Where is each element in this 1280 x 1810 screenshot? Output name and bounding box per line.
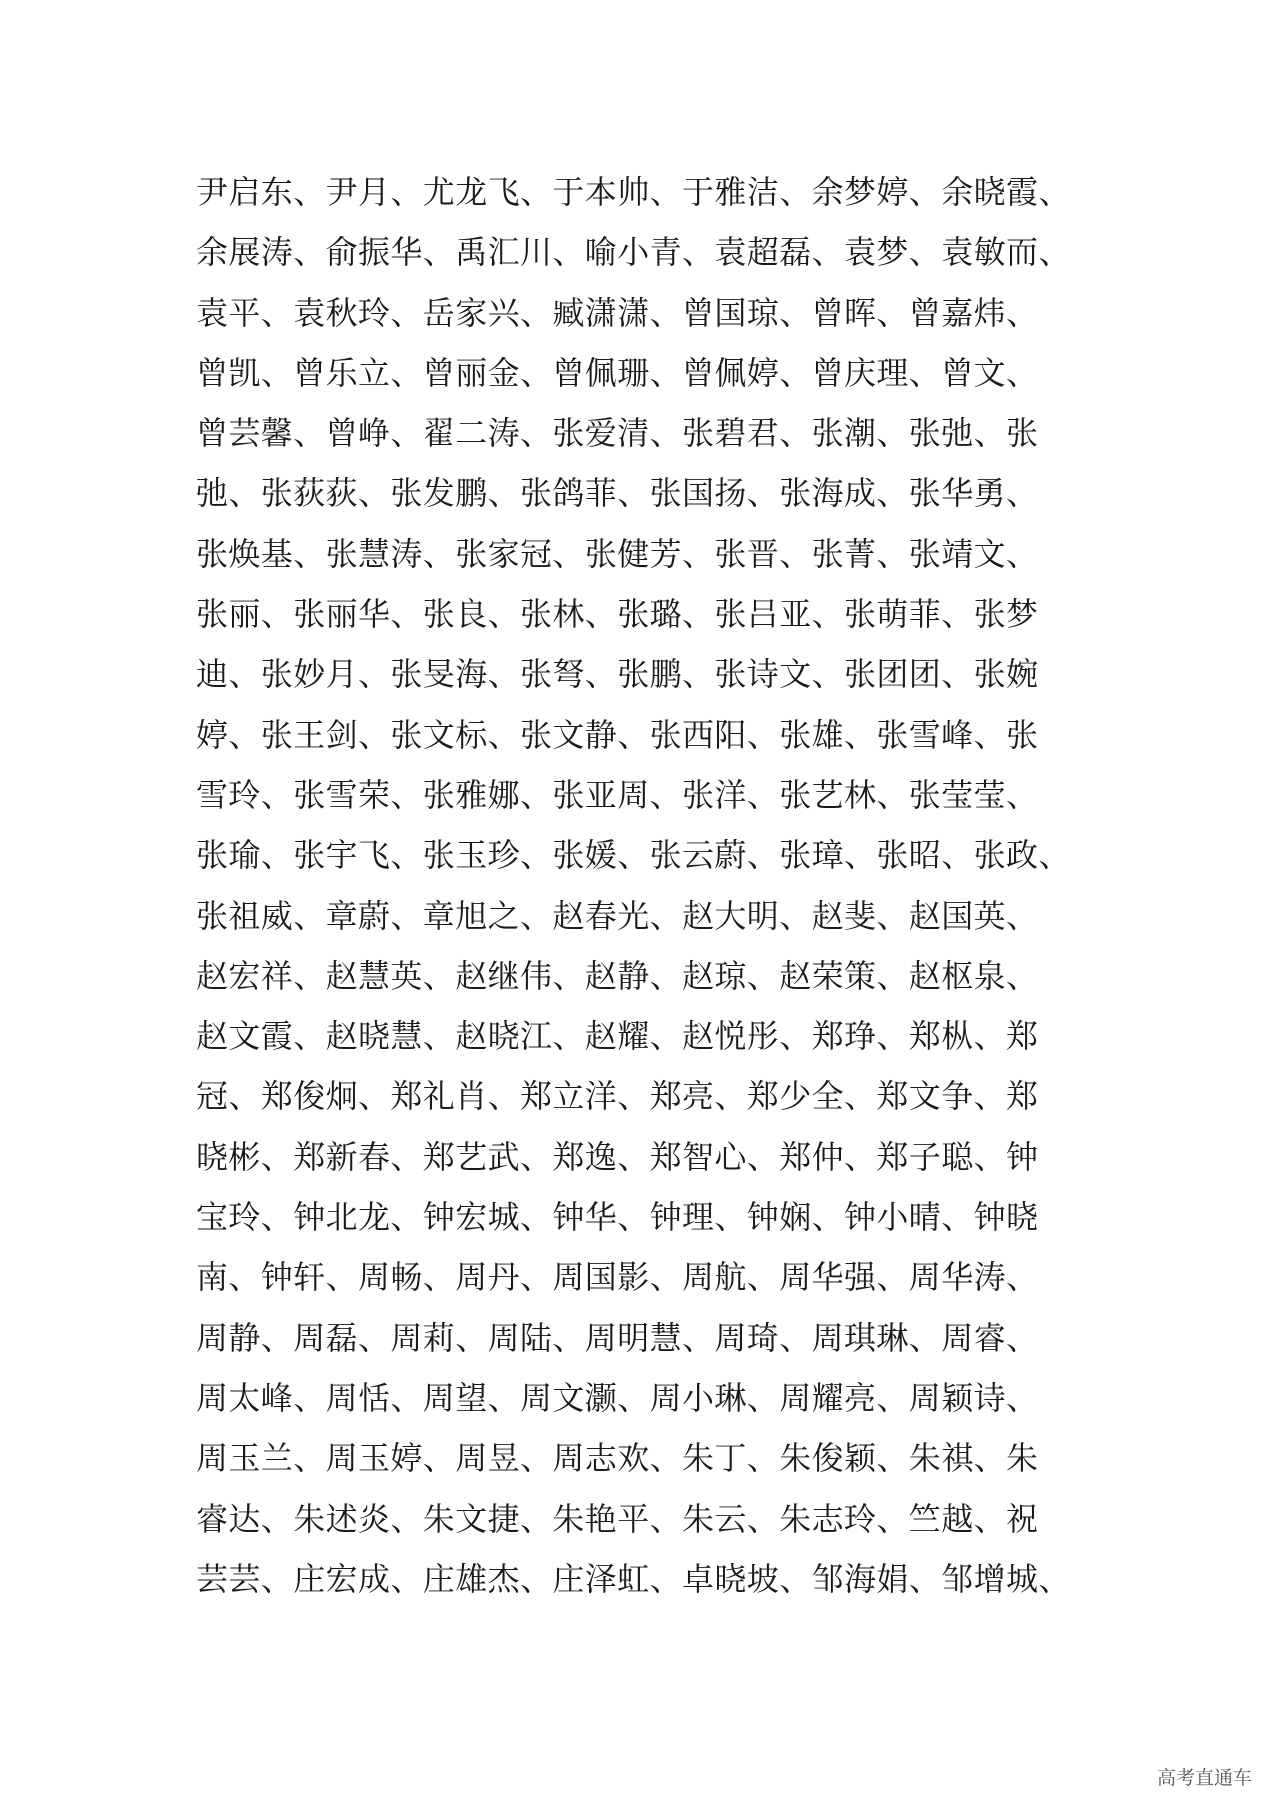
text-line: 冠、郑俊炯、郑礼肖、郑立洋、郑亮、郑少全、郑文争、郑 xyxy=(196,1077,1039,1116)
text-line: 张祖威、章蔚、章旭之、赵春光、赵大明、赵斐、赵国英、 xyxy=(196,896,1039,935)
watermark: 高考直通车 xyxy=(1156,1767,1252,1789)
text-line: 弛、张荻荻、张发鹏、张鸽菲、张国扬、张海成、张华勇、 xyxy=(196,474,1039,513)
text-line: 周太峰、周恬、周望、周文灏、周小琳、周耀亮、周颖诗、 xyxy=(196,1378,1039,1417)
text-line: 赵文霞、赵晓慧、赵晓江、赵耀、赵悦彤、郑琤、郑枞、郑 xyxy=(196,1017,1039,1056)
text-line: 睿达、朱述炎、朱文捷、朱艳平、朱云、朱志玲、竺越、祝 xyxy=(196,1499,1039,1538)
text-line: 尹启东、尹月、尤龙飞、于本帅、于雅洁、余梦婷、余晓霞、 xyxy=(196,173,1071,211)
name-list xyxy=(196,162,1096,1609)
text-line: 张焕基、张慧涛、张家冠、张健芳、张晋、张菁、张靖文、 xyxy=(196,534,1039,573)
text-line: 周静、周磊、周莉、周陆、周明慧、周琦、周琪琳、周睿、 xyxy=(196,1318,1039,1357)
text-line: 张瑜、张宇飞、张玉珍、张媛、张云蔚、张璋、张昭、张政、 xyxy=(196,836,1071,875)
text-line: 宝玲、钟北龙、钟宏城、钟华、钟理、钟娴、钟小晴、钟晓 xyxy=(196,1198,1039,1237)
text-line: 袁平、袁秋玲、岳家兴、臧潇潇、曾国琼、曾晖、曾嘉炜、 xyxy=(196,293,1039,332)
text-line: 赵宏祥、赵慧英、赵继伟、赵静、赵琼、赵荣策、赵枢泉、 xyxy=(196,956,1039,995)
text-line: 曾凯、曾乐立、曾丽金、曾佩珊、曾佩婷、曾庆理、曾文、 xyxy=(196,353,1039,392)
text-line: 婷、张王剑、张文标、张文静、张西阳、张雄、张雪峰、张 xyxy=(196,715,1039,754)
text-line: 张丽、张丽华、张良、张林、张璐、张吕亚、张萌菲、张梦 xyxy=(196,595,1039,634)
text-line: 迪、张妙月、张旻海、张弩、张鹏、张诗文、张团团、张婉 xyxy=(196,655,1039,694)
text-line: 曾芸馨、曾峥、翟二涛、张爱清、张碧君、张潮、张弛、张 xyxy=(196,414,1039,453)
text-line: 南、钟轩、周畅、周丹、周国影、周航、周华强、周华涛、 xyxy=(196,1258,1039,1297)
text-line: 雪玲、张雪荣、张雅娜、张亚周、张洋、张艺林、张莹莹、 xyxy=(196,775,1039,814)
text-line: 周玉兰、周玉婷、周昱、周志欢、朱丁、朱俊颖、朱祺、朱 xyxy=(196,1439,1039,1478)
text-line: 余展涛、俞振华、禹汇川、喻小青、袁超磊、袁梦、袁敏而、 xyxy=(196,233,1071,272)
text-line: 晓彬、郑新春、郑艺武、郑逸、郑智心、郑仲、郑子聪、钟 xyxy=(196,1137,1039,1176)
text-line: 芸芸、庄宏成、庄雄杰、庄泽虹、卓晓坡、邹海娟、邹增城、 xyxy=(196,1559,1071,1598)
